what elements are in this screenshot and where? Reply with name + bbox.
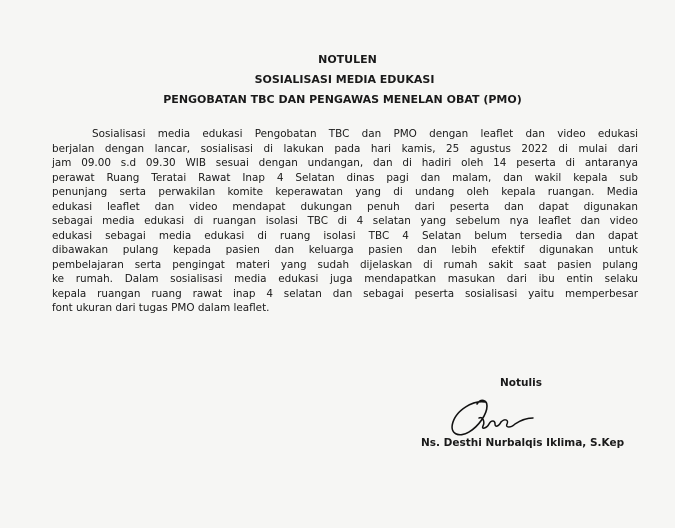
notulis-label: Notulis <box>500 377 542 389</box>
document-subtitle: SOSIALISASI MEDIA EDUKASI <box>254 73 435 86</box>
paragraph-line: berjalan dengan lancar, sosialisasi di lakukan pada hari kamis, 25 agustus 2022 di mulai dari <box>52 142 638 155</box>
paragraph-line: edukasi leaflet dan video mendapat dukungan penuh dari peserta dan dapat digunakan <box>52 200 638 213</box>
paragraph-line: edukasi sebagai media edukasi di ruang isolasi TBC 4 Selatan belum tersedia dan dapat <box>52 229 638 242</box>
paragraph-line: penunjang serta perwakilan komite keperawatan yang di undang oleh kepala ruangan. Media <box>52 186 638 198</box>
signer-name: Ns. Desthi Nurbalqis Iklima, S.Kep <box>421 437 625 449</box>
paragraph-line: font ukuran dari tugas PMO dalam leaflet. <box>52 302 270 314</box>
paragraph-line: pembelajaran serta pengingat materi yang sudah dijelaskan di rumah sakit saat pasien pulang <box>52 258 638 271</box>
paragraph-line: dibawakan pulang kepada pasien dan keluarga pasien dan lebih efektif digunakan untuk <box>52 244 638 256</box>
document-topic: PENGOBATAN TBC DAN PENGAWAS MENELAN OBAT (PMO) <box>163 93 522 106</box>
document-header <box>0 50 675 110</box>
paragraph-line: Sosialisasi media edukasi Pengobatan TBC dan PMO dengan leaflet dan video edukasi <box>92 128 638 140</box>
paragraph-line: perawat Ruang Teratai Rawat Inap 4 Selatan dinas pagi dan malam, dan wakil kepala sub <box>52 171 638 184</box>
paragraph-line: sebagai media edukasi di ruangan isolasi TBC di 4 selatan yang sebelum nya leaflet dan video <box>52 215 638 227</box>
paragraph-line: kepala ruangan ruang rawat inap 4 selatan dan sebagai peserta sosialisasi yaitu memperbesar <box>52 287 638 300</box>
document-title: NOTULEN <box>318 53 377 66</box>
paragraph-line: jam 09.00 s.d 09.30 WIB sesuai dengan undangan, dan di hadiri oleh 14 peserta di antaranya <box>52 157 638 169</box>
paragraph-line: ke rumah. Dalam sosialisasi media edukasi juga mendapatkan masukan dari ibu entin selaku <box>52 273 638 285</box>
body-paragraph <box>52 127 638 316</box>
